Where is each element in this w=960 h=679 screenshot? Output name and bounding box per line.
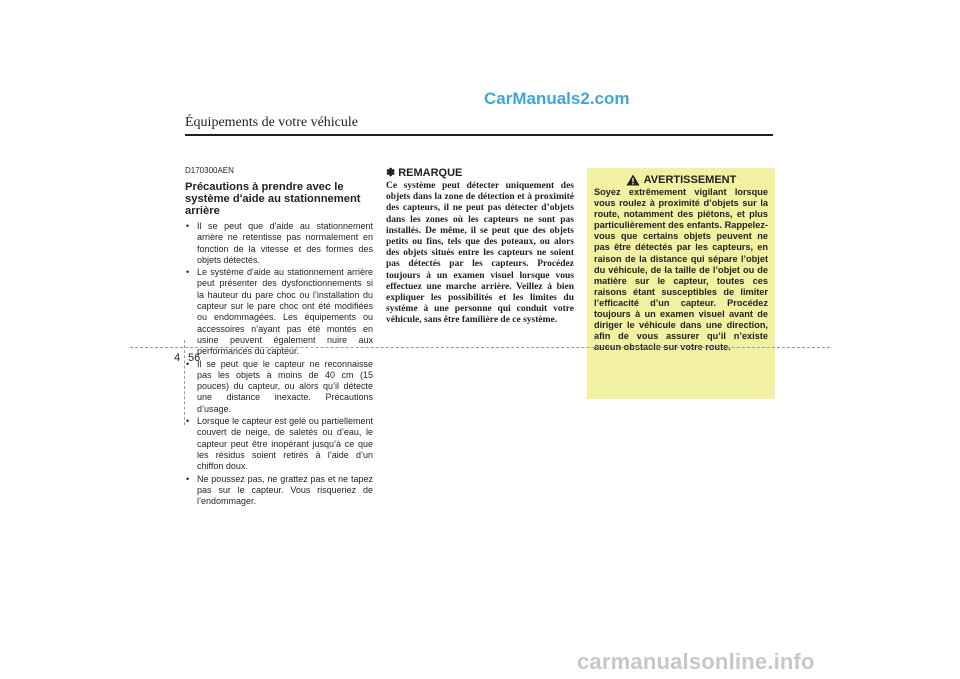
warning-title: AVERTISSEMENT [643,174,737,186]
list-item: • Le système d'aide au stationnement arrière peut présenter des dysfonctionnements si la hauteur du pare choc ou l’installation du capteur sur le pare choc ont été modifiées ou endommagées. Les équipements ou accessoires n’ayant pas été montés en usine peuvent également nuire aux performances du capteur. [186,267,373,357]
precautions-list [185,221,373,507]
page-header-title: Équipements de votre véhicule [185,115,358,130]
list-item: • Il se peut que le capteur ne reconnaisse pas les objets à moins de 40 cm (15 pouces) du capteur, ou alors qu’il détecte une distance inexacte. Précautions d’usage. [186,358,373,414]
section-precautions [185,166,373,508]
page-number: 56 [188,352,201,364]
bullet-icon: • [186,358,190,369]
list-item: • Il se peut que d'aide au stationnement arrière ne retentisse pas normalement en fonction de la vitesse et des formes des objets détectés. [186,221,373,265]
bullet-icon: • [186,473,190,484]
header-rule [185,134,773,136]
section-code: D170300AEN [185,166,234,175]
bullet-icon: • [186,221,190,231]
bullet-icon: • [186,416,190,427]
page-chapter: 4 [174,352,181,364]
list-item: • Lorsque le capteur est gelé ou partiellement couvert de neige, de saletés ou d’eau, le capteur peut être inopérant jusqu’à ce que les résidus soient retirés à l’aide d’un chiffon doux. [186,416,373,472]
note-block [386,166,574,327]
watermark-carmanualsonline: carmanualsonline.info [577,649,815,674]
footer-dashed-rule [130,347,830,348]
section-title: Précautions à prendre avec le système d'aide au stationnement arrière [185,181,361,217]
note-star-icon: ✽ [386,167,396,179]
note-body: Ce système peut détecter uniquement des objets dans la zone de détection et à proximité des capteurs, il ne peut pas détecter d’objets dans les zones où les capteurs ne sont pas installés. De même, il se peut que des objets petits ou fins, tels que des poteaux, ou alors des objets situés entre les capteurs ne soient pas détectés par les capteurs. Procédez toujours à un examen visuel lorsque vous effectuez une marche arrière. Veillez à bien expliquer les possibilités et les limites du système à une personne qui conduit votre véhicule, sans être familière de ce système. [386,181,574,326]
watermark-carmanuals2: CarManuals2.com [484,89,630,108]
list-item: • Ne poussez pas, ne grattez pas et ne tapez pas sur le capteur. Vous risqueriez de l’endommager. [186,473,373,507]
bullet-icon: • [186,267,190,278]
warning-header [594,174,768,186]
warning-triangle-icon [626,174,640,186]
footer-dashed-divider [184,340,185,425]
note-title: ✽ REMARQUE [386,167,463,179]
warning-box [587,168,775,399]
warning-body: Soyez extrêmement vigilant lorsque vous roulez à proximité d’objets sur la route, notamment des piétons, et plus particulièrement des enfants. Rappelez-vous que certains objets peuvent ne pas être détectés par les capteurs, en raison de la distance qui sépare l’objet du véhicule, de la taille de l’objet ou de matière sur le capteur, toutes ces raisons étant susceptibles de limiter l’efficacité d’un capteur. Procédez toujours à un examen visuel avant de diriger le véhicule dans une direction, afin de vous assurer qu’il n’existe aucun obstacle sur votre route. [594,187,768,353]
